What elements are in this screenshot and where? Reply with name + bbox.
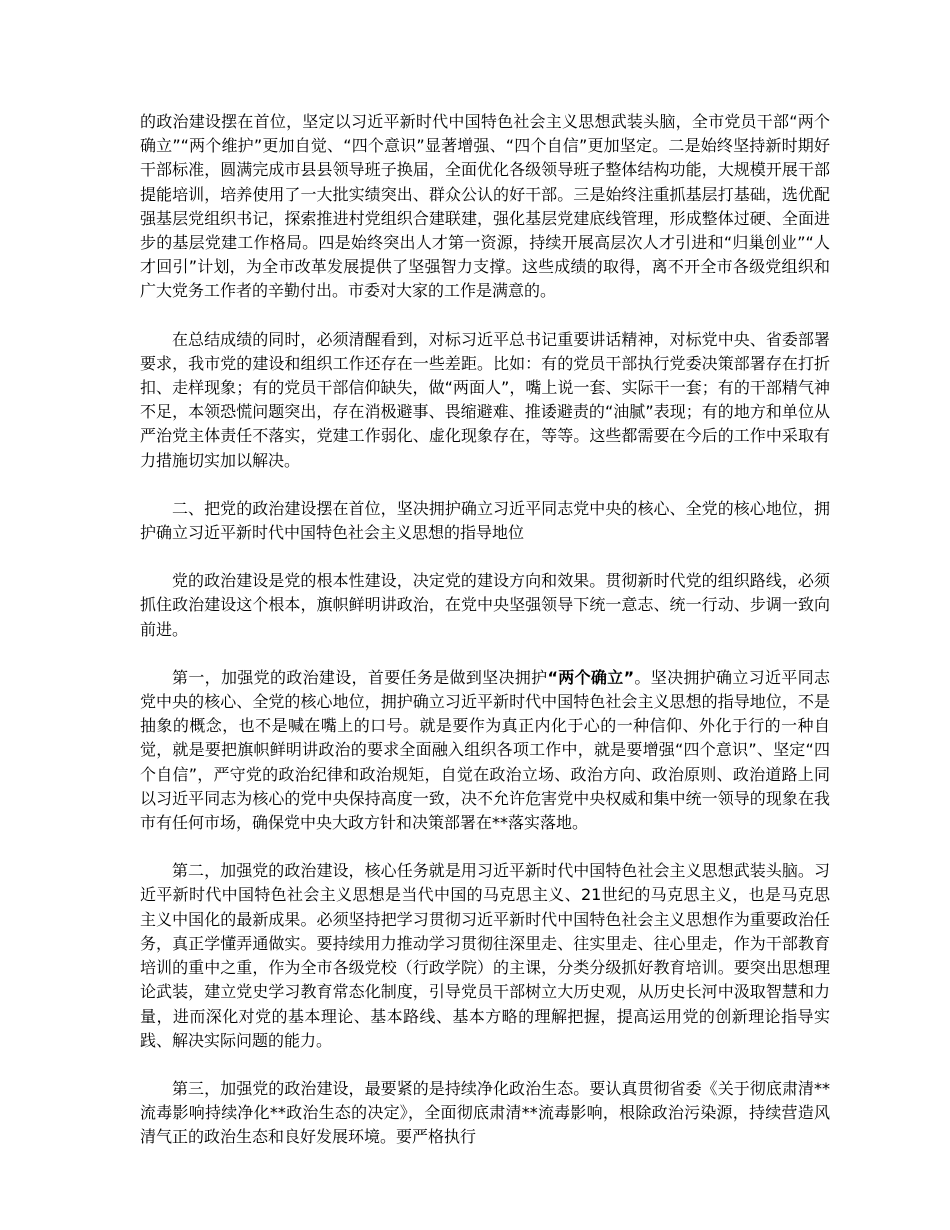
document-body	[140, 110, 830, 1150]
paragraph-shortcomings: 在总结成绩的同时，必须清醒看到，对标习近平总书记重要讲话精神，对标党中央、省委部署要求，我市党的建设和组织工作还存在一些差距。比如：有的党员干部执行党委决策部署存在打折扣、走样现象；有的党员干部信仰缺失，做“两面人”，嘴上说一套、实际干一套；有的干部精气神不足，本领恐慌问题突出，存在消极避事、畏缩避难、推诿避责的“油腻”表现；有的地方和单位从严治党主体责任不落实，党建工作弱化、虚化现象存在，等等。这些都需要在今后的工作中采取有力措施切实加以解决。	[140, 329, 830, 470]
paragraph-first-point-bold: “两个确立”	[547, 667, 635, 687]
paragraph-first-point-lead: 第一，加强党的政治建设，首要任务是做到坚决拥护	[172, 667, 548, 687]
paragraph-second-point: 第二，加强党的政治建设，核心任务就是用习近平新时代中国特色社会主义思想武装头脑。习近平新时代中国特色社会主义思想是当代中国的马克思主义、21世纪的马克思主义，也是马克思主义中国化的最新成果。必须坚持把学习贯彻习近平新时代中国特色社会主义思想作为重要政治任务，真正学懂弄通做实。要持续用力推动学习贯彻往深里走、往实里走、往心里走，作为干部教育培训的重中之重，作为全市各级党校（行政学院）的主课，分类分级抓好教育培训。要突出思想理论武装，建立党史学习教育常态化制度，引导党员干部树立大历史观，从历史长河中汲取智慧和力量，进而深化对党的基本理论、基本路线、基本方略的理解把握，提高运用党的创新理论指导实践、解决实际问题的能力。	[140, 861, 830, 1050]
section-heading-political-building: 二、把党的政治建设摆在首位，坚决拥护确立习近平同志党中央的核心、全党的核心地位，拥护确立习近平新时代中国特色社会主义思想的指导地位	[140, 498, 830, 543]
paragraph-achievements: 的政治建设摆在首位，坚定以习近平新时代中国特色社会主义思想武装头脑，全市党员干部“两个确立”“两个维护”更加自觉、“四个意识”显著增强、“四个自信”更加坚定。二是始终坚持新时期好干部标准，圆满完成市县县领导班子换届，全面优化各级领导班子整体结构功能，大规模开展干部提能培训，培养使用了一大批实绩突出、群众公认的好干部。三是始终注重抓基层打基础，选优配强基层党组织书记，探索推进村党组织合建联建，强化基层党建底线管理，形成整体过硬、全面进步的基层党建工作格局。四是始终突出人才第一资源，持续开展高层次人才引进和“归巢创业”“人才回引”计划，为全市改革发展提供了坚强智力支撑。这些成绩的取得，离不开全市各级党组织和广大党务工作者的辛勤付出。市委对大家的工作是满意的。	[140, 112, 830, 301]
paragraph-first-point-body: 。坚决拥护确立习近平同志党中央的核心、全党的核心地位，拥护确立习近平新时代中国特色社会主义思想的指导地位，不是抽象的概念，也不是喊在嘴上的口号。就是要作为真正内化于心的一种信仰、外化于行的一种自觉，就是要把旗帜鲜明讲政治的要求全面融入组织各项工作中，就是要增强“四个意识”、坚定“四个自信”，严守党的政治纪律和政治规矩，自觉在政治立场、政治方向、政治原则、政治道路上同以习近平同志为核心的党中央保持高度一致，决不允许危害党中央权威和集中统一领导的现象在我市有任何市场，确保党中央大政方针和决策部署在**落实落地。	[140, 667, 830, 833]
paragraph-third-point: 第三，加强党的政治建设，最要紧的是持续净化政治生态。要认真贯彻省委《关于彻底肃清**流毒影响持续净化**政治生态的决定》，全面彻底肃清**流毒影响，根除政治污染源，持续营造风清气正的政治生态和良好发展环境。要严格执行	[140, 1078, 830, 1147]
paragraph-political-building-intro: 党的政治建设是党的根本性建设，决定党的建设方向和效果。贯彻新时代党的组织路线，必须抓住政治建设这个根本，旗帜鲜明讲政治，在党中央坚强领导下统一意志、统一行动、步调一致向前进。	[140, 571, 830, 639]
paragraph-first-point	[140, 666, 830, 835]
